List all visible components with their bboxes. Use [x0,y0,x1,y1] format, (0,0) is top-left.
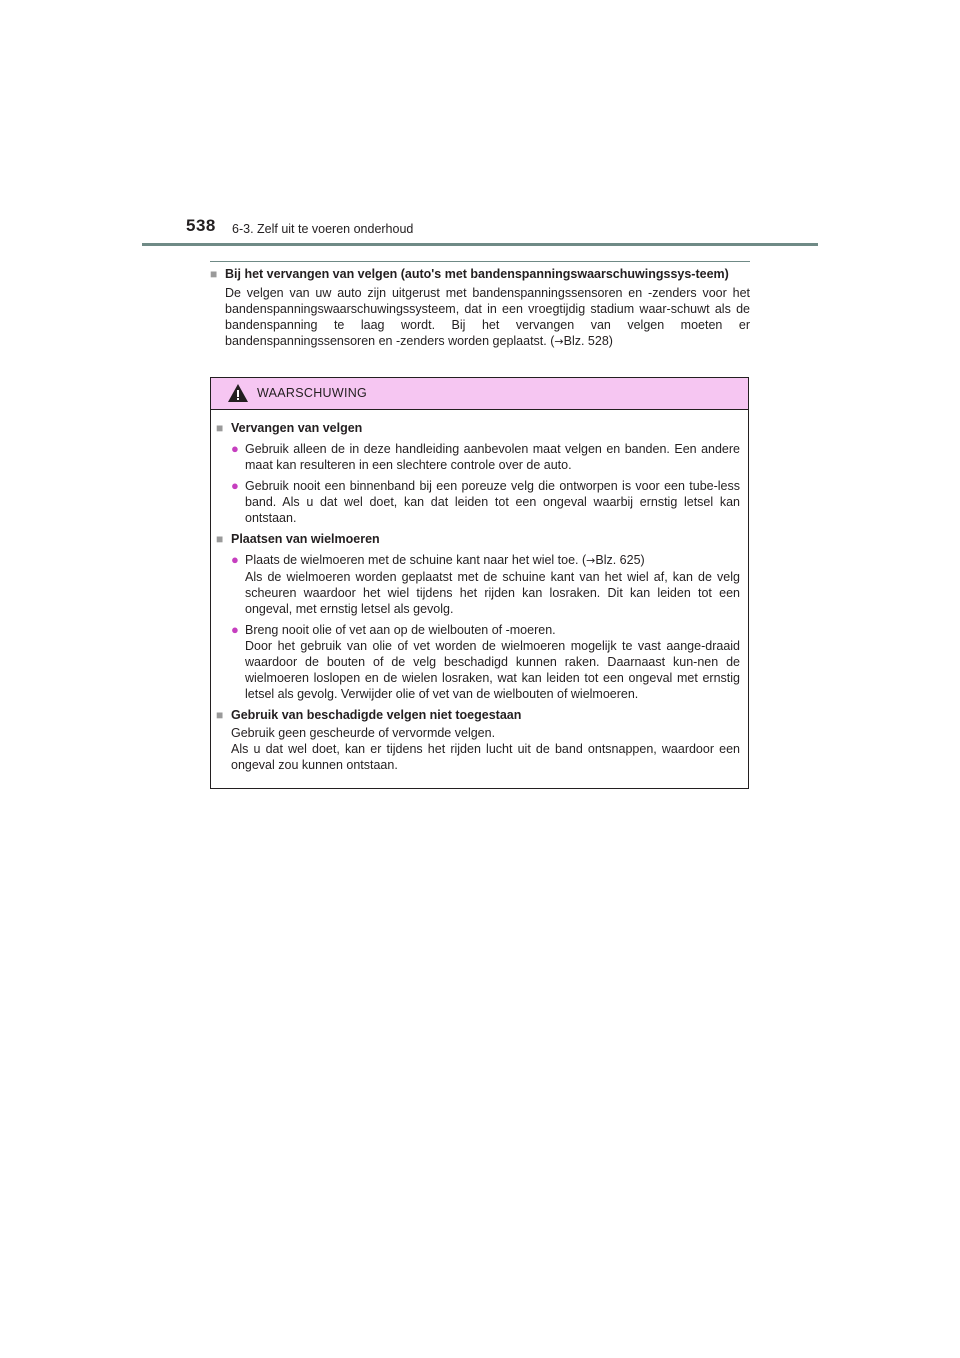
section-title: 6-3. Zelf uit te voeren onderhoud [232,222,414,236]
bullet-line: Door het gebruik van olie of vet worden de wielmoeren mogelijk te vast aange-draaid waardoor de bouten of de velg beschadigd kunnen raken. Daarnaast kun-nen de wielmoeren loslopen en de wielen losraken, wat kan leiden tot een ongeval met ernstig letsel als gevolg. Verwijder olie of vet van de wielbouten of wielmoeren. [245,639,740,701]
warning-section-3 [216,707,740,773]
square-bullet-icon: ■ [216,708,224,722]
page-reference-link[interactable]: Blz. 528) [563,334,613,348]
dot-bullet-icon: ● [231,441,239,456]
warning-section-2 [216,531,740,702]
intro-title: Bij het vervangen van velgen (auto's met bandenspanningswaarschuwingssys-teem) [225,267,729,281]
list-item [231,622,740,702]
arrow-icon: → [554,335,564,348]
warning-label: WAARSCHUWING [257,386,368,400]
list-item [231,478,740,526]
intro-rule [210,261,750,262]
warning-section-1 [216,420,740,526]
bullet-line: Plaats de wielmoeren met de schuine kant naar het wiel toe. ( [245,553,587,567]
dot-bullet-icon: ● [231,622,239,637]
section-body [231,725,740,773]
bullet-line: Breng nooit olie of vet aan op de wielbouten of -moeren. [245,623,556,637]
body-line: Gebruik geen gescheurde of vervormde velgen. [231,726,496,740]
page-number: 538 [186,216,216,235]
dot-bullet-icon: ● [231,478,239,493]
square-bullet-icon: ■ [216,421,224,435]
warning-header [211,378,748,410]
section-heading: Gebruik van beschadigde velgen niet toegestaan [231,708,522,722]
header-rule [142,243,818,246]
bullet-text [245,622,740,702]
bullet-text [245,552,740,617]
intro-body-text: De velgen van uw auto zijn uitgerust met bandenspanningssensoren en -zenders voor het bandenspanningswaarschuwingssysteem, dat in een vroegtijdig stadium waar-schuwt als de bandenspanning te laag wordt. Bij het vervangen van velgen moeten er bandenspanningssensoren en -zenders worden geplaatst. ( [225,286,750,348]
warning-body [211,410,748,773]
bullet-text: Gebruik alleen de in deze handleiding aanbevolen maat velgen en banden. Een andere maat kan resulteren in een slechtere controle over de auto. [245,442,740,472]
list-item [231,441,740,473]
dot-bullet-icon: ● [231,552,239,567]
intro-body [225,285,750,350]
bullet-line: Als de wielmoeren worden geplaatst met de schuine kant van het wiel af, kan de velg scheuren waardoor het wiel tijdens het rijden kan losraken. Dit kan leiden tot een ongeval, met ernstig letsel als gevolg. [245,570,740,616]
square-bullet-icon: ■ [210,267,218,281]
warning-box [210,377,749,789]
page-reference-link[interactable]: Blz. 625) [595,553,645,567]
square-bullet-icon: ■ [216,532,224,546]
list-item [231,552,740,617]
warning-triangle-icon [227,383,249,403]
body-line: Als u dat wel doet, kan er tijdens het rijden lucht uit de band ontsnappen, waardoor een ongeval zou kunnen ontstaan. [231,742,740,772]
section-heading: Vervangen van velgen [231,421,363,435]
bullet-text: Gebruik nooit een binnenband bij een poreuze velg die ontworpen is voor een tube-less band. Als u dat wel doet, kan dat leiden tot een ongeval waarbij ernstig letsel kan ontstaan. [245,479,740,525]
intro-section [210,266,750,350]
arrow-icon: → [586,554,596,567]
section-heading: Plaatsen van wielmoeren [231,532,380,546]
